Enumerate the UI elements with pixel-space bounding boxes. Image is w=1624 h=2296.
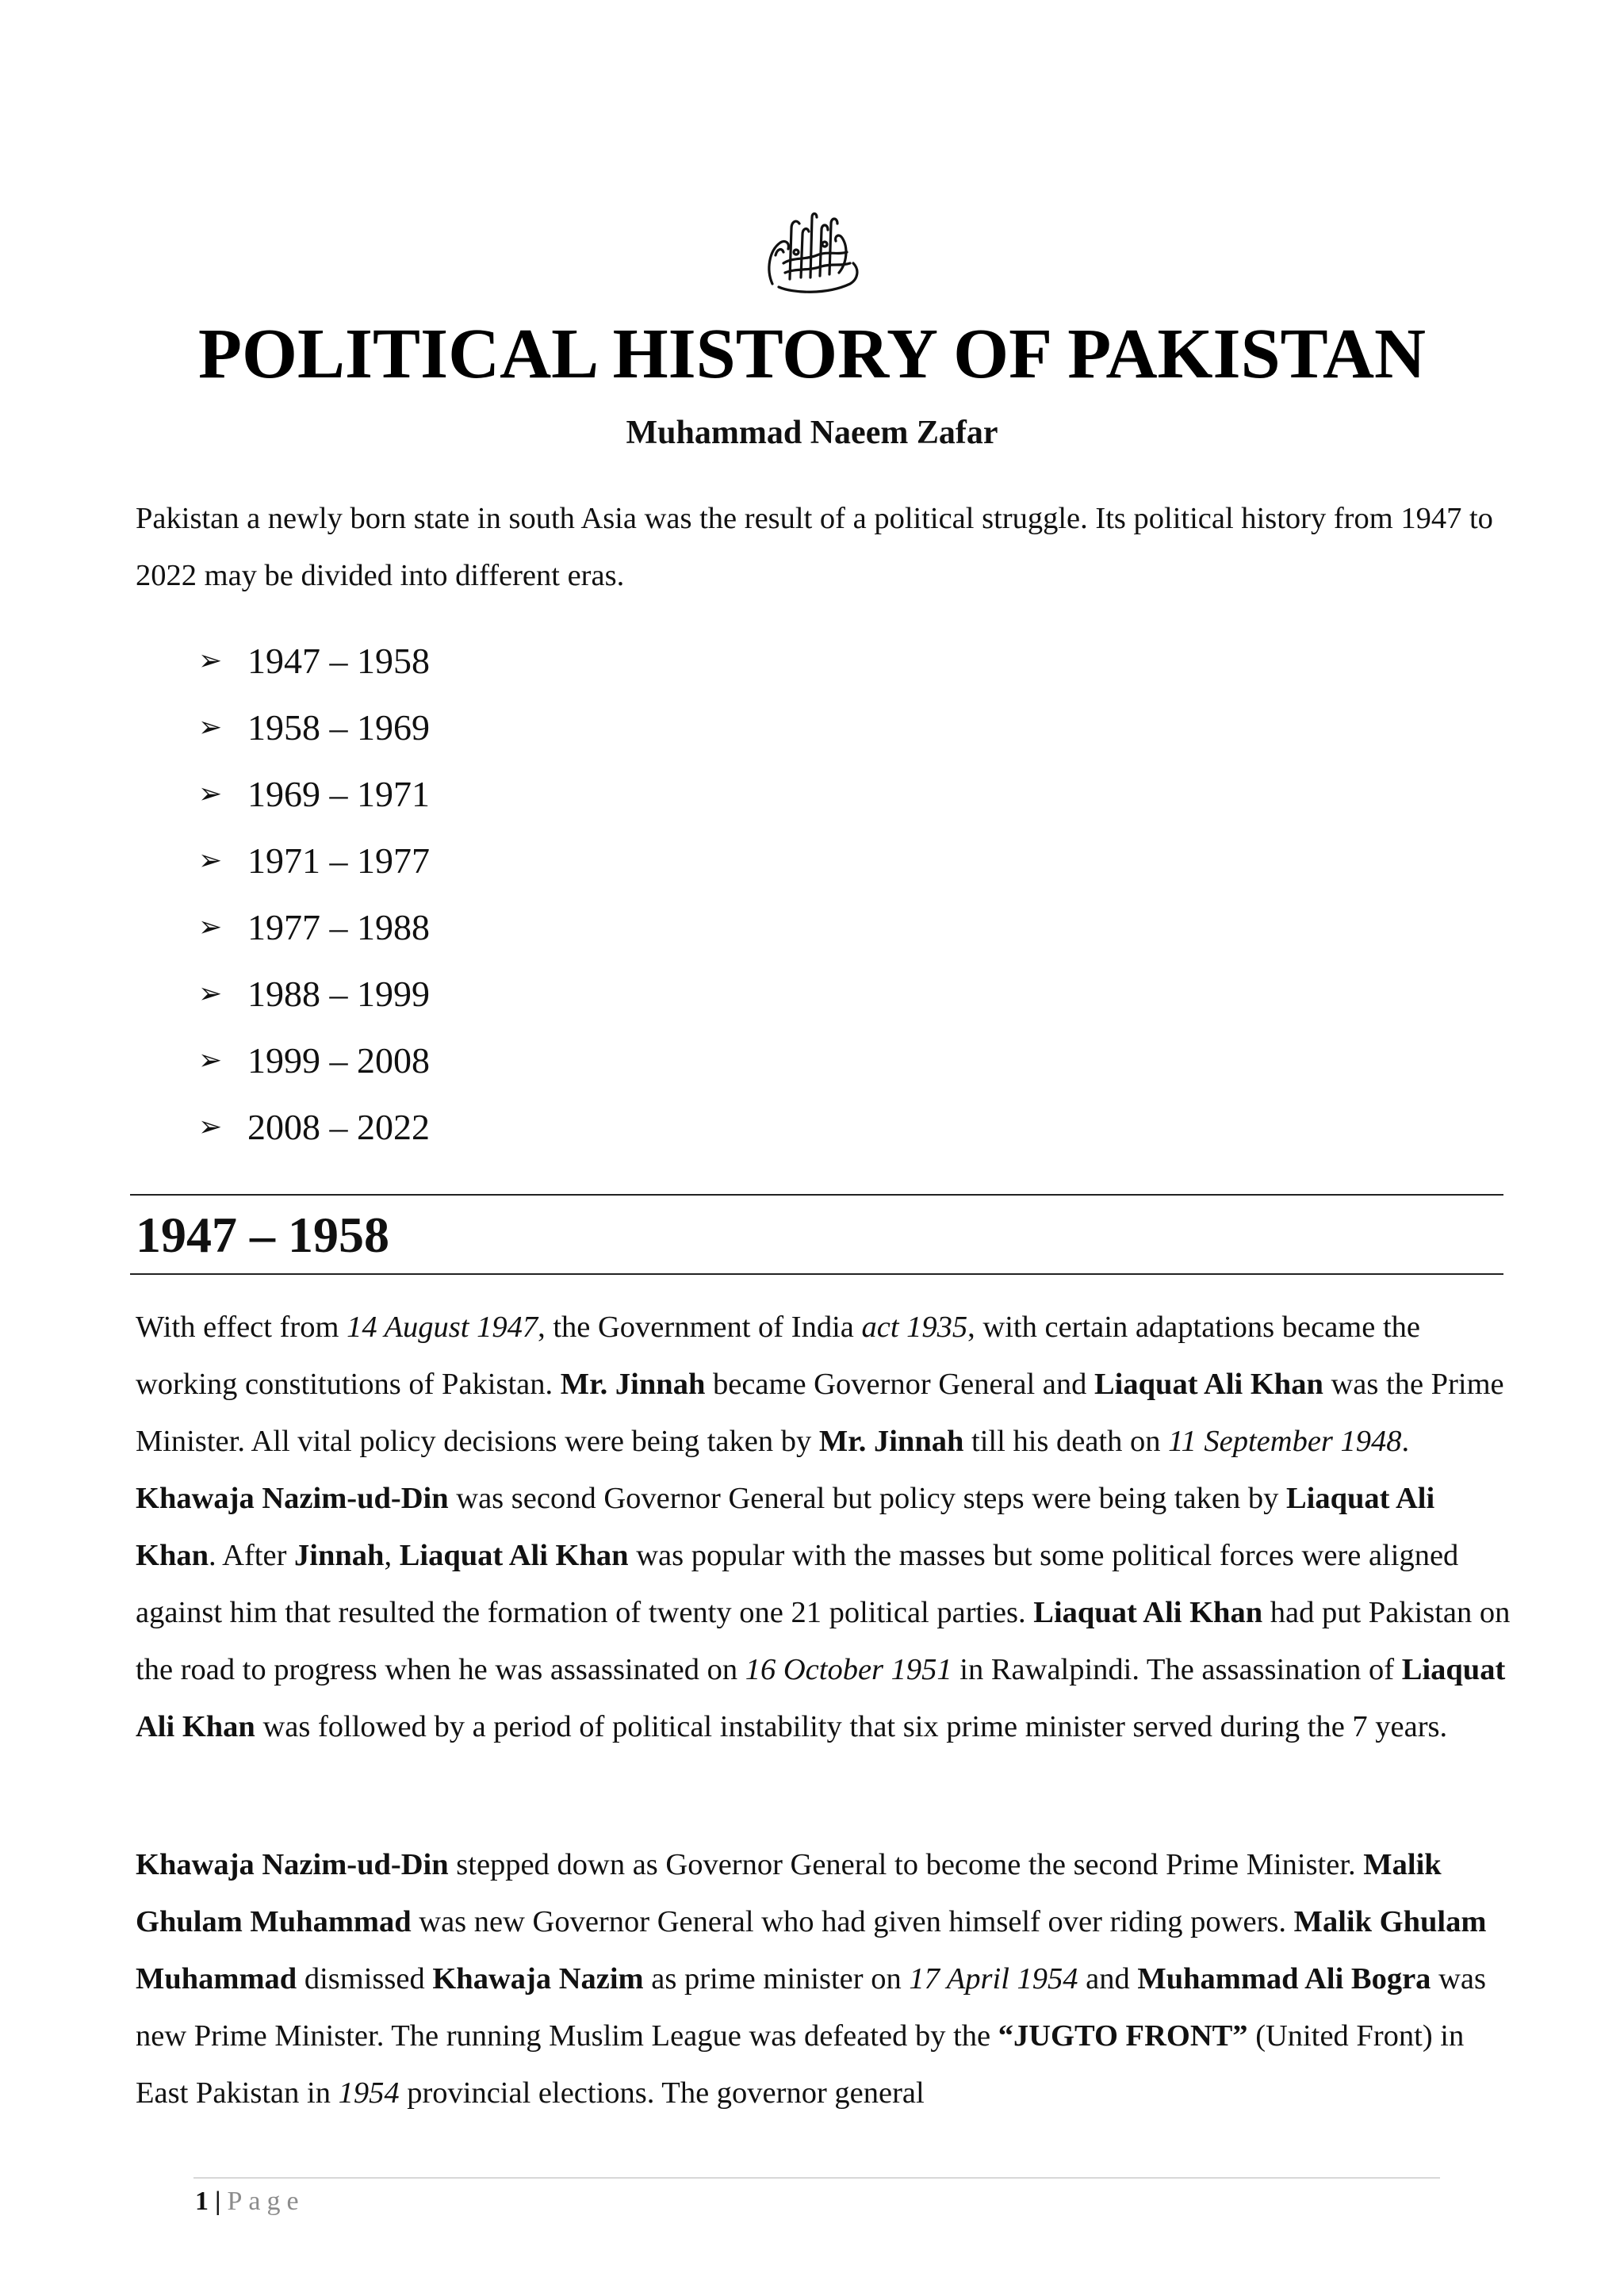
list-item bbox=[198, 894, 430, 961]
text-run: . bbox=[1401, 1425, 1410, 1458]
text-run: With effect from bbox=[136, 1311, 347, 1344]
text-run: in Rawalpindi. The assassination of bbox=[952, 1653, 1402, 1686]
section-divider-bottom bbox=[130, 1273, 1503, 1275]
text-run: provincial elections. The governor general bbox=[399, 2076, 925, 2110]
era-label: 1958 – 1969 bbox=[247, 707, 430, 748]
bold-text-run: Khawaja Nazim bbox=[432, 1962, 644, 1996]
bold-text-run: “JUGTO FRONT” bbox=[998, 2019, 1248, 2053]
body-paragraph-1 bbox=[136, 1299, 1511, 1755]
italic-text-run: 17 April 1954 bbox=[909, 1962, 1078, 1996]
era-list bbox=[198, 628, 430, 1161]
list-item bbox=[198, 695, 430, 761]
bold-text-run: Muhammad Ali Bogra bbox=[1137, 1962, 1431, 1996]
arrow-bullet-icon: ➢ bbox=[198, 978, 223, 1010]
section-heading: 1947 – 1958 bbox=[136, 1207, 389, 1263]
bold-text-run: Khawaja Nazim-ud-Din bbox=[136, 1482, 449, 1515]
italic-text-run: 1954 bbox=[338, 2076, 400, 2110]
bold-text-run: Liaquat Ali Khan bbox=[136, 1653, 1506, 1743]
text-run: had put Pakistan on the road to progress when he was assassinated on bbox=[136, 1596, 1511, 1686]
list-item bbox=[198, 628, 430, 695]
footer-divider bbox=[193, 2177, 1440, 2179]
page-number: 1 bbox=[195, 2187, 209, 2216]
arrow-bullet-icon: ➢ bbox=[198, 645, 223, 677]
arrow-bullet-icon: ➢ bbox=[198, 1044, 223, 1077]
text-run: , bbox=[384, 1539, 400, 1572]
list-item bbox=[198, 961, 430, 1027]
text-run: became Governor General and bbox=[705, 1368, 1094, 1401]
bold-text-run: Liaquat Ali Khan bbox=[136, 1482, 1435, 1572]
intro-paragraph: Pakistan a newly born state in south Asia was the result of a political struggle. Its political history from 1947 to 2022 may be divided into different eras. bbox=[136, 502, 1493, 592]
text-run: was the Prime Minister. All vital policy decisions were being taken by bbox=[136, 1368, 1504, 1458]
text-run: and bbox=[1078, 1962, 1138, 1996]
arrow-bullet-icon: ➢ bbox=[198, 911, 223, 943]
text-run: was popular with the masses but some political forces were aligned against him that resulted the formation of twenty one 21 political parties. bbox=[136, 1539, 1459, 1629]
era-label: 1947 – 1958 bbox=[247, 641, 430, 681]
bold-text-run: Mr. Jinnah bbox=[560, 1368, 706, 1401]
era-label: 1988 – 1999 bbox=[247, 974, 430, 1014]
bold-text-run: Malik Ghulam Muhammad bbox=[136, 1848, 1442, 1938]
list-item bbox=[198, 761, 430, 828]
list-item bbox=[198, 828, 430, 894]
document-title: POLITICAL HISTORY OF PAKISTAN bbox=[198, 315, 1426, 393]
era-label: 1969 – 1971 bbox=[247, 774, 430, 814]
arrow-bullet-icon: ➢ bbox=[198, 1111, 223, 1143]
text-run: till his death on bbox=[963, 1425, 1169, 1458]
era-label: 1999 – 2008 bbox=[247, 1040, 430, 1081]
arrow-bullet-icon: ➢ bbox=[198, 778, 223, 810]
body-paragraph-2 bbox=[136, 1836, 1511, 2122]
bold-text-run: Liaquat Ali Khan bbox=[1094, 1368, 1323, 1401]
list-item bbox=[198, 1027, 430, 1094]
author-name: Muhammad Naeem Zafar bbox=[626, 415, 998, 451]
text-run: (United Front) in East Pakistan in bbox=[136, 2019, 1465, 2110]
text-run: was new Prime Minister. The running Muslim League was defeated by the bbox=[136, 1962, 1486, 2053]
section-divider-top bbox=[130, 1194, 1503, 1196]
text-run: as prime minister on bbox=[643, 1962, 910, 1996]
italic-text-run: 14 August 1947 bbox=[347, 1311, 538, 1344]
italic-text-run: act 1935 bbox=[861, 1311, 968, 1344]
text-run: was second Governor General but policy steps were being taken by bbox=[448, 1482, 1286, 1515]
text-run: . After bbox=[209, 1539, 295, 1572]
text-run: , with certain adaptations became the working constitutions of Pakistan. bbox=[136, 1311, 1421, 1401]
bold-text-run: Malik Ghulam Muhammad bbox=[136, 1905, 1487, 1996]
arrow-bullet-icon: ➢ bbox=[198, 711, 223, 744]
page-label: Page bbox=[227, 2187, 305, 2216]
text-run: , the Government of India bbox=[538, 1311, 862, 1344]
footer-separator: | bbox=[215, 2187, 221, 2216]
text-run: stepped down as Governor General to become the second Prime Minister. bbox=[448, 1848, 1364, 1881]
arrow-bullet-icon: ➢ bbox=[198, 844, 223, 877]
era-label: 1971 – 1977 bbox=[247, 840, 430, 881]
bismillah-calligraphy-icon bbox=[761, 208, 864, 297]
text-run: was new Governor General who had given himself over riding powers. bbox=[411, 1905, 1294, 1938]
bold-text-run: Liaquat Ali Khan bbox=[399, 1539, 629, 1572]
italic-text-run: 11 September 1948 bbox=[1168, 1425, 1402, 1458]
bold-text-run: Khawaja Nazim-ud-Din bbox=[136, 1848, 449, 1881]
era-label: 2008 – 2022 bbox=[247, 1107, 430, 1147]
era-label: 1977 – 1988 bbox=[247, 907, 430, 947]
bold-text-run: Liaquat Ali Khan bbox=[1033, 1596, 1263, 1629]
list-item bbox=[198, 1094, 430, 1161]
italic-text-run: 16 October 1951 bbox=[745, 1653, 952, 1686]
text-run: was followed by a period of political instability that six prime minister served during the 7 years. bbox=[255, 1710, 1448, 1743]
bold-text-run: Mr. Jinnah bbox=[818, 1425, 964, 1458]
page-footer bbox=[195, 2182, 305, 2221]
text-run: dismissed bbox=[297, 1962, 433, 1996]
bold-text-run: Jinnah bbox=[294, 1539, 385, 1572]
